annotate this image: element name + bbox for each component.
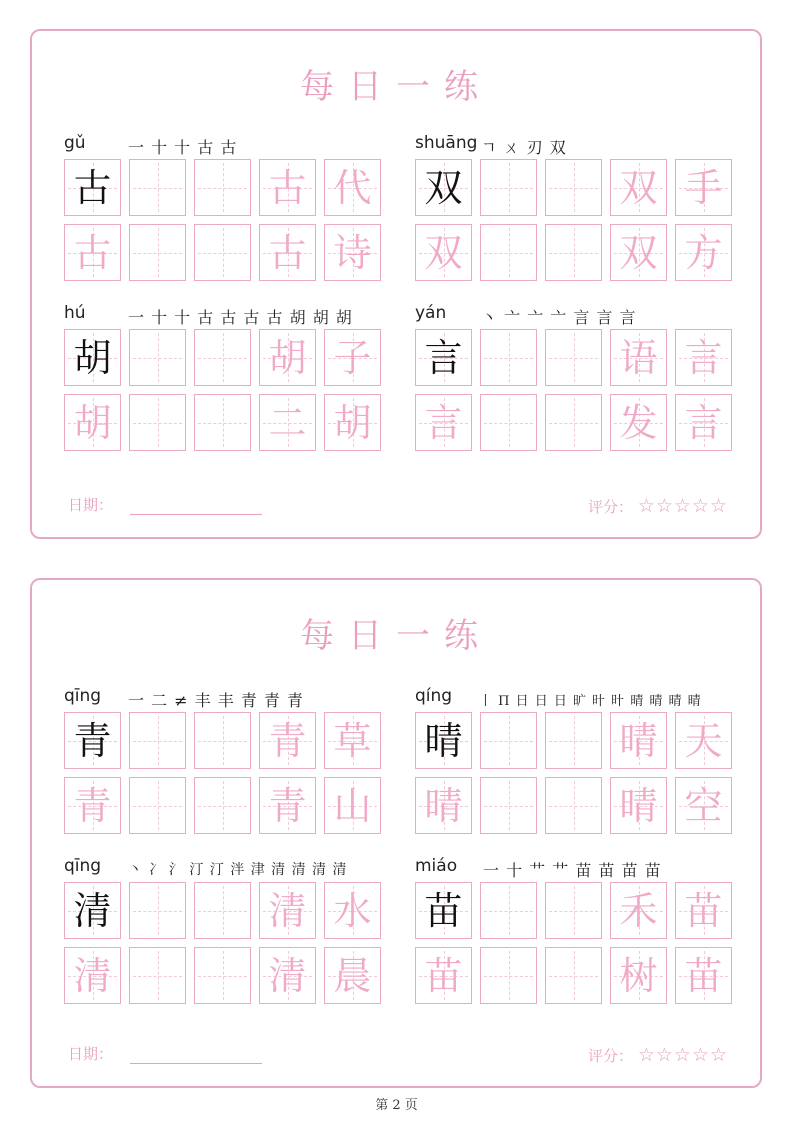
empty-cell[interactable] (129, 159, 186, 216)
trace-char: 晴 (619, 718, 658, 763)
score-label: 评分： (588, 1047, 634, 1065)
stroke-order: 丶 亠 亠 亠 言 言 言 (481, 308, 637, 327)
word-cell (610, 777, 667, 834)
main-char: 晴 (424, 718, 463, 763)
word-cell (324, 777, 381, 834)
word-cell (610, 882, 667, 939)
empty-cell[interactable] (194, 159, 251, 216)
trace-char: 双 (619, 165, 658, 210)
word-cell (259, 777, 316, 834)
trace-char: 二 (268, 400, 307, 445)
pinyin: qīng (64, 686, 102, 706)
stroke-order: 一 二 ≠ 丰 丰 青 青 青 (128, 691, 305, 710)
trace-char: 苗 (684, 888, 723, 933)
word-cell (675, 159, 732, 216)
empty-cell[interactable] (545, 329, 602, 386)
stroke-order: 一 十 十 古 古 古 古 胡 胡 胡 (128, 308, 353, 327)
trace-char: 子 (333, 335, 372, 380)
score-area (588, 1044, 728, 1066)
empty-cell[interactable] (480, 224, 537, 281)
trace-char: 清 (73, 953, 112, 998)
trace-char: 言 (424, 400, 463, 445)
empty-cell[interactable] (480, 159, 537, 216)
trace-cell (415, 777, 472, 834)
star-rating-icon[interactable]: ☆☆☆☆☆ (637, 1044, 728, 1066)
date-input-line[interactable] (130, 514, 262, 515)
empty-cell[interactable] (129, 882, 186, 939)
trace-char: 诗 (333, 230, 372, 275)
char-entry-miao (415, 856, 735, 1016)
word-cell (259, 224, 316, 281)
trace-cell (64, 947, 121, 1004)
word-cell (259, 947, 316, 1004)
pinyin: miáo (415, 856, 458, 876)
trace-char: 青 (73, 783, 112, 828)
main-char: 言 (424, 335, 463, 380)
main-char: 苗 (424, 888, 463, 933)
trace-cell (415, 224, 472, 281)
trace-char: 言 (684, 335, 723, 380)
word-cell (324, 329, 381, 386)
star-rating-icon[interactable]: ☆☆☆☆☆ (637, 495, 728, 517)
empty-cell[interactable] (480, 947, 537, 1004)
empty-cell[interactable] (480, 712, 537, 769)
word-cell (324, 159, 381, 216)
empty-cell[interactable] (545, 882, 602, 939)
word-cell (259, 712, 316, 769)
trace-char: 双 (424, 230, 463, 275)
word-cell (610, 394, 667, 451)
word-cell (675, 777, 732, 834)
trace-char: 清 (268, 953, 307, 998)
empty-cell[interactable] (194, 882, 251, 939)
empty-cell[interactable] (545, 159, 602, 216)
pinyin: shuāng (415, 133, 478, 153)
char-entry-qing-green (64, 686, 384, 846)
empty-cell[interactable] (545, 947, 602, 1004)
char-entry-yan (415, 303, 735, 463)
trace-char: 双 (619, 230, 658, 275)
empty-cell[interactable] (194, 224, 251, 281)
card-title: 每日一练 (300, 67, 492, 107)
word-cell (675, 329, 732, 386)
trace-char: 青 (268, 783, 307, 828)
word-cell (324, 947, 381, 1004)
main-char: 双 (424, 165, 463, 210)
main-char-cell (64, 712, 121, 769)
word-cell (324, 882, 381, 939)
word-cell (324, 394, 381, 451)
stroke-order: 丨 П 日 日 日 旷 旪 旪 晴 晴 晴 晴 (479, 694, 702, 709)
pinyin: gǔ (64, 133, 86, 153)
pinyin: qíng (415, 686, 453, 706)
main-char-cell (415, 712, 472, 769)
empty-cell[interactable] (545, 394, 602, 451)
main-char-cell (415, 159, 472, 216)
word-cell (259, 159, 316, 216)
trace-char: 晨 (333, 953, 372, 998)
trace-char: 晴 (424, 783, 463, 828)
empty-cell[interactable] (480, 329, 537, 386)
word-cell (675, 712, 732, 769)
trace-char: 天 (684, 718, 723, 763)
date-label: 日期： (68, 1045, 114, 1063)
empty-cell[interactable] (129, 224, 186, 281)
trace-char: 代 (333, 165, 372, 210)
trace-cell (64, 777, 121, 834)
trace-char: 古 (268, 165, 307, 210)
practice-card-2 (30, 578, 762, 1088)
trace-char: 胡 (73, 400, 112, 445)
word-cell (610, 224, 667, 281)
empty-cell[interactable] (480, 394, 537, 451)
stroke-order: 一 十 十 古 古 (128, 138, 238, 157)
date-input-line[interactable] (130, 1063, 262, 1064)
empty-cell[interactable] (129, 712, 186, 769)
trace-char: 树 (619, 953, 658, 998)
empty-cell[interactable] (194, 394, 251, 451)
date-label: 日期： (68, 496, 114, 514)
word-cell (675, 394, 732, 451)
main-char-cell (64, 882, 121, 939)
empty-cell[interactable] (194, 947, 251, 1004)
pinyin: hú (64, 303, 86, 323)
empty-cell[interactable] (129, 394, 186, 451)
page-number: 第 2 页 (375, 1098, 418, 1113)
empty-cell[interactable] (545, 224, 602, 281)
trace-char: 清 (268, 888, 307, 933)
empty-cell[interactable] (194, 777, 251, 834)
word-cell (675, 224, 732, 281)
word-cell (324, 224, 381, 281)
empty-cell[interactable] (480, 882, 537, 939)
trace-char: 水 (333, 888, 372, 933)
trace-char: 手 (684, 165, 723, 210)
word-cell (610, 329, 667, 386)
empty-cell[interactable] (545, 712, 602, 769)
trace-char: 苗 (424, 953, 463, 998)
trace-cell (415, 394, 472, 451)
empty-cell[interactable] (129, 777, 186, 834)
score-label: 评分： (588, 498, 634, 516)
char-entry-qing-clear (64, 856, 384, 1016)
empty-cell[interactable] (129, 329, 186, 386)
trace-char: 空 (684, 783, 723, 828)
word-cell (259, 882, 316, 939)
word-cell (610, 947, 667, 1004)
main-char-cell (415, 329, 472, 386)
main-char: 青 (73, 718, 112, 763)
main-char-cell (64, 329, 121, 386)
empty-cell[interactable] (194, 329, 251, 386)
trace-char: 山 (333, 783, 372, 828)
trace-char: 古 (268, 230, 307, 275)
stroke-order: 丶 冫 氵 汀 汀 泮 津 清 清 清 清 (128, 862, 348, 878)
score-area (588, 495, 728, 517)
char-entry-hu (64, 303, 384, 463)
trace-char: 苗 (684, 953, 723, 998)
trace-char: 禾 (619, 888, 658, 933)
practice-card-1 (30, 29, 762, 539)
word-cell (675, 882, 732, 939)
word-cell (259, 394, 316, 451)
trace-cell (64, 224, 121, 281)
word-cell (324, 712, 381, 769)
stroke-order: 一 十 艹 艹 苗 苗 苗 苗 (483, 861, 662, 880)
char-entry-gu (64, 133, 384, 293)
char-entry-qing-sunny (415, 686, 735, 846)
main-char: 古 (73, 165, 112, 210)
trace-char: 胡 (268, 335, 307, 380)
main-char-cell (415, 882, 472, 939)
trace-char: 语 (619, 335, 658, 380)
trace-char: 方 (684, 230, 723, 275)
word-cell (610, 159, 667, 216)
trace-char: 青 (268, 718, 307, 763)
trace-char: 晴 (619, 783, 658, 828)
word-cell (675, 947, 732, 1004)
trace-char: 古 (73, 230, 112, 275)
char-entry-shuang (415, 133, 735, 293)
word-cell (610, 712, 667, 769)
main-char: 胡 (73, 335, 112, 380)
trace-char: 发 (619, 400, 658, 445)
card-title: 每日一练 (300, 616, 492, 656)
empty-cell[interactable] (480, 777, 537, 834)
word-cell (259, 329, 316, 386)
empty-cell[interactable] (194, 712, 251, 769)
empty-cell[interactable] (129, 947, 186, 1004)
main-char-cell (64, 159, 121, 216)
trace-char: 言 (684, 400, 723, 445)
empty-cell[interactable] (545, 777, 602, 834)
pinyin: yán (415, 303, 447, 323)
pinyin: qīng (64, 856, 102, 876)
trace-cell (415, 947, 472, 1004)
main-char: 清 (73, 888, 112, 933)
stroke-order: ㄱ ㄨ 刃 双 (481, 138, 567, 157)
trace-cell (64, 394, 121, 451)
trace-char: 草 (333, 718, 372, 763)
trace-char: 胡 (333, 400, 372, 445)
